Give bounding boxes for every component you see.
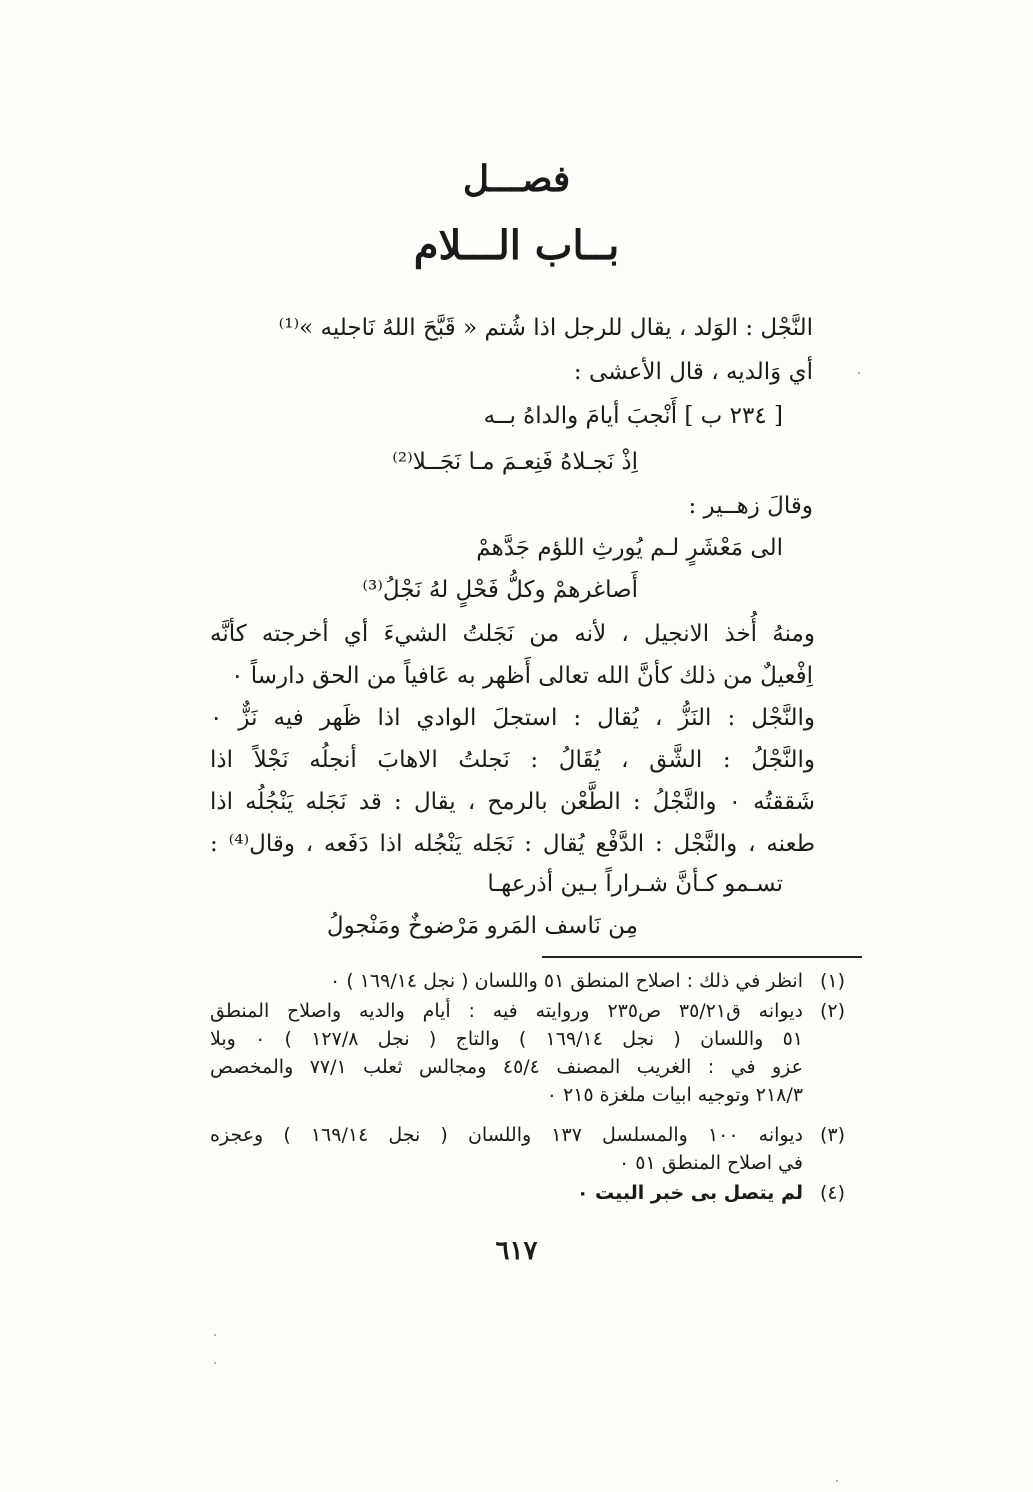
footnote-line: ٥١ واللسان ( نجل ١٦٩/١٤ ) والتاج ( نجل ١٢٧/٨ ) ٠ وبلا [210, 1028, 803, 1050]
footnote-line: ديوانه ١٠٠ والمسلسل ١٣٧ واللسان ( نجل ١٦٩/١٤ ) وعجزه [210, 1124, 804, 1146]
verse-line: مِن نَاسف المَرو مَرْضوخٌ ومَنْجولُ [326, 913, 638, 939]
body-line: اِفْعيلٌ من ذلك كأنَّ الله تعالى أَظهر به عَافياً من الحق دارساً ٠ [231, 663, 813, 689]
footnote-number: (٤) [819, 1182, 845, 1204]
scan-speck [214, 1362, 216, 1364]
footnote-line: ٢١٨/٣ وتوجيه ابيات ملغزة ٢١٥ ٠ [546, 1084, 803, 1106]
footnote-number: (٢) [819, 1000, 845, 1022]
verse-line: اِذْ نَجـلاهُ فَنِعـمَ مـا نَجَــلا⁽²⁾ [392, 449, 638, 475]
verse-line: [ ٢٣٤ ب ] أَنْجبَ أيامَ والداهُ بــه [483, 403, 783, 429]
scan-speck [836, 1480, 838, 1482]
verse-line: الى مَعْشَرٍ لـم يُورثِ اللؤم جَدَّهمْ [476, 535, 783, 561]
footnote-line: لم يتصل بى خبر البيت ٠ [576, 1182, 803, 1204]
scan-speck [214, 1334, 216, 1336]
verse-line: أَصاغرهمْ وكلُّ فَحْلٍ لهُ نَجْلُ⁽³⁾ [362, 577, 638, 603]
body-line: النَّجْل : الوَلد ، يقال للرجل اذا شُتم « قَبَّحَ اللهُ نَاجليه »⁽¹⁾ [278, 315, 813, 341]
body-line: وقالَ زهــير : [688, 493, 813, 519]
chapter-heading: بــاب الـــلام [413, 222, 620, 269]
body-line: والنَّجْلُ : الشَّق ، يُقَالُ : نَجلتُ الاهابَ أنجلُه نَجْلاً اذا [210, 747, 815, 773]
body-line: ومنهُ أُخذ الانجيل ، لأنه من نَجَلتُ الشيءَ أي أخرجته كأنَّه [210, 621, 815, 647]
scan-speck [858, 372, 860, 374]
page-number: ٦١٧ [495, 1236, 538, 1266]
footnote-separator [542, 956, 862, 958]
body-line: طعنه ، والنَّجْل : الدَّفْع يُقال : نَجَله يَنْجُله اذا دَفَعه ، وقال⁽⁴⁾ : [210, 831, 816, 857]
body-line: والنَّجْل : النَزُّ ، يُقال : استجلَ الوادي اذا ظَهر فيه نَزٌّ ٠ [210, 705, 815, 731]
footnote-line: عزو في : الغريب المصنف ٤٥/٤ ومجالس ثعلب ٧٧/١ والمخصص [210, 1056, 803, 1078]
section-heading: فصـــل [462, 158, 571, 200]
verse-line: تسـمو كـأنَّ شـراراً بـين أذرعهـا [487, 871, 783, 897]
footnote-number: (٣) [819, 1124, 845, 1146]
footnote-number: (١) [819, 970, 845, 992]
footnote-line: في اصلاح المنطق ٥١ ٠ [619, 1152, 803, 1174]
body-line: شَققتُه ٠ والنَّجْلُ : الطَّعْن بالرمح ، يقال : قد نَجَله يَنْجُلُه اذا [210, 789, 815, 815]
footnote-line: ديوانه ق٣٥/٢١ ص٢٣٥ وروايته فيه : أيام والديه واصلاح المنطق [210, 1000, 803, 1022]
body-line: أي وَالديه ، قال الأعشى : [573, 359, 813, 385]
footnote-line: انظر في ذلك : اصلاح المنطق ٥١ واللسان ( نجل ١٦٩/١٤ ) ٠ [329, 970, 803, 992]
